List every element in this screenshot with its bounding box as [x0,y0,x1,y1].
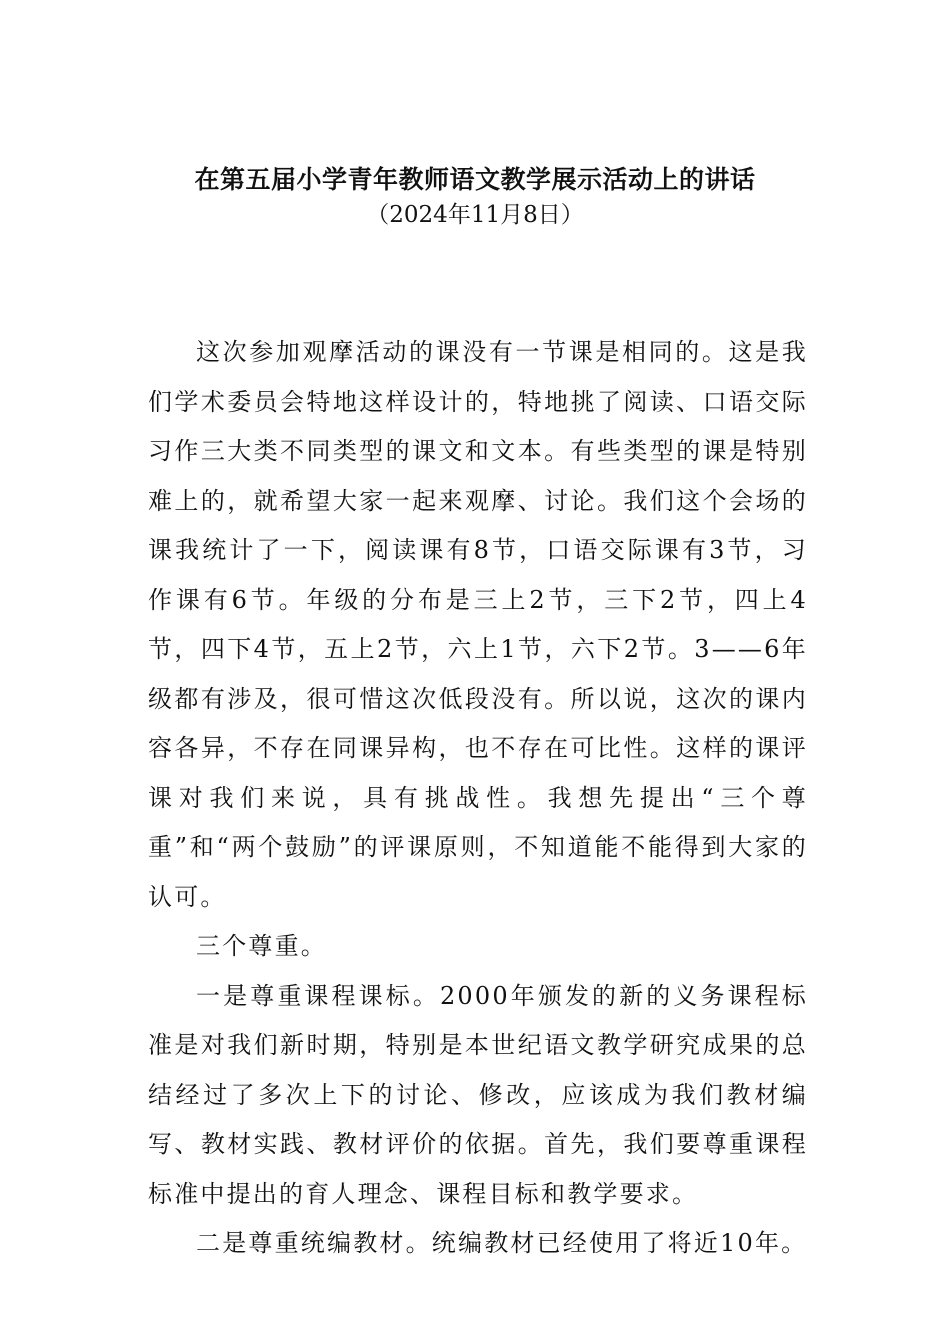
paragraph-respect-textbook: 二是尊重统编教材。统编教材已经使用了将近10年。 [196,1229,808,1257]
paragraph-respect-curriculum: 一是尊重课程课标。2000年颁发的新的义务课程标准是对我们新时期，特别是本世纪语文教学研究成果的总结经过了多次上下的讨论、修改，应该成为我们教材编写、教材实践、教材评价的依据。首先，我们要尊重课程标准中提出的育人理念、课程目标和教学要求。 [148,981,808,1208]
document-body [148,328,808,1269]
document-title: 在第五届小学青年教师语文教学展示活动上的讲话 [194,165,756,194]
paragraph-intro: 这次参加观摩活动的课没有一节课是相同的。这是我们学术委员会特地这样设计的，特地挑了阅读、口语交际习作三大类不同类型的课文和文本。有些类型的课是特别难上的，就希望大家一起来观摩、讨论。我们这个会场的课我统计了一下，阅读课有8节，口语交际课有3节，习作课有6节。年级的分布是三上2节，三下2节，四上4节，四下4节，五上2节，六上1节，六下2节。3——6年级都有涉及，很可惜这次低段没有。所以说，这次的课内容各异，不存在同课异构，也不存在可比性。这样的课评课对我们来说，具有挑战性。我想先提出“三个尊重”和“两个鼓励”的评课原则，不知道能不能得到大家的认可。 [148,338,808,911]
paragraph-heading-three-respects: 三个尊重。 [196,932,327,960]
document-date: （2024年11月8日） [366,202,584,228]
